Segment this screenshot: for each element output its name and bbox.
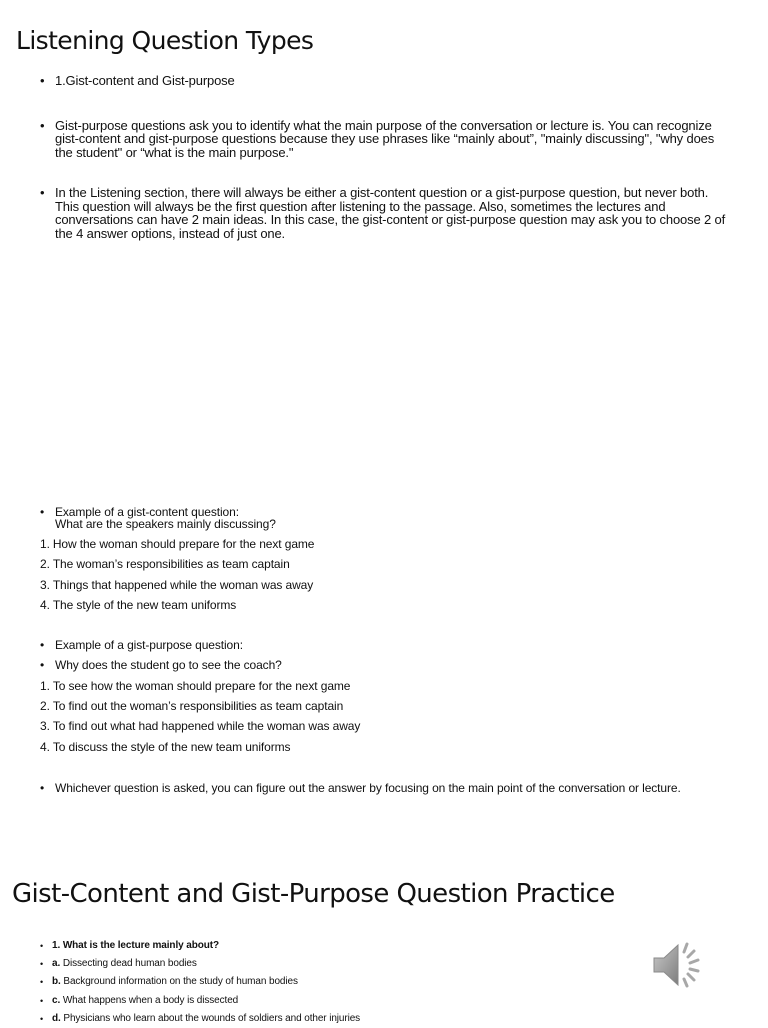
- practice-question: [40, 937, 640, 955]
- option-text: The style of the new team uniforms: [52, 597, 237, 612]
- bullet-marker: •: [40, 505, 45, 519]
- bullet-item: [40, 119, 730, 160]
- option-letter: c.: [52, 994, 61, 1006]
- bullet-marker: •: [40, 658, 45, 673]
- example2-question: Why does the student go to see the coach?: [55, 658, 282, 673]
- bullet-item: [40, 782, 730, 794]
- examples-list: [40, 506, 730, 794]
- numbered-option: [40, 737, 730, 757]
- option-text: The woman’s responsibilities as team captain: [52, 557, 290, 572]
- option-text: To find out the woman’s responsibilities as team captain: [52, 699, 344, 714]
- bullet-text: 1.Gist-content and Gist-purpose: [55, 73, 235, 88]
- option-text: Background information on the study of human bodies: [63, 976, 298, 988]
- bullet-marker: •: [40, 959, 44, 970]
- answer-option: [40, 1010, 640, 1028]
- option-number: 3.: [40, 719, 50, 734]
- slide1-title: Listening Question Types: [16, 26, 314, 55]
- answer-option: [40, 955, 640, 973]
- bullet-marker: •: [40, 185, 45, 200]
- option-number: 4.: [40, 739, 50, 754]
- slide2-title: Gist-Content and Gist-Purpose Question Practice: [12, 879, 615, 909]
- option-number: 1.: [40, 678, 50, 693]
- bullet-marker: •: [40, 117, 45, 133]
- example1-heading: Example of a gist-content question:: [55, 505, 239, 519]
- numbered-option: [40, 554, 730, 574]
- option-number: 4.: [40, 597, 50, 612]
- option-text: How the woman should prepare for the next game: [52, 537, 315, 551]
- numbered-option: [40, 676, 730, 696]
- bullet-marker: •: [40, 638, 45, 653]
- bullet-marker: •: [40, 780, 45, 795]
- option-number: 2.: [40, 557, 50, 572]
- answer-option: [40, 992, 640, 1010]
- bullet-text: Gist-purpose questions ask you to identify what the main purpose of the conversation or lecture is. You can recognize gist-content and gist-purpose questions because they use phrases like “mainly about”, "mainly discussing", "why does the student" or “what is the main purpose.": [55, 117, 715, 160]
- bullet-text: In the Listening section, there will always be either a gist-content question or a gist-purpose question, but never both. This question will always be the first question after listening to the passage. Also, sometimes the lectures and conversations can have 2 main ideas. In this case, the gist-content or gist-purpose question may ask you to choose 2 of the 4 answer options, instead of just one.: [55, 185, 726, 241]
- practice-question-list: [40, 937, 640, 1028]
- bullet-marker: •: [40, 1013, 44, 1024]
- numbered-option: [40, 716, 730, 736]
- option-letter: d.: [52, 1012, 61, 1024]
- option-number: 1.: [40, 537, 50, 551]
- option-number: 2.: [40, 699, 50, 714]
- option-number: 3.: [40, 577, 50, 592]
- example1-question: What are the speakers mainly discussing?: [55, 517, 276, 531]
- option-text: What happens when a body is dissected: [62, 994, 239, 1006]
- bullet-marker: •: [40, 977, 44, 988]
- numbered-option: [40, 595, 730, 615]
- closing-text: Whichever question is asked, you can figure out the answer by focusing on the main point of the conversation or lecture.: [55, 780, 681, 795]
- bullet-marker: •: [40, 73, 45, 88]
- intro-bullet-list: [40, 74, 730, 240]
- option-text: To find out what had happened while the woman was away: [52, 719, 361, 734]
- bullet-item: [40, 74, 730, 88]
- option-letter: a.: [52, 958, 61, 970]
- speaker-icon[interactable]: [648, 938, 704, 992]
- option-letter: b.: [52, 976, 61, 988]
- option-text: To discuss the style of the new team uniforms: [52, 739, 291, 754]
- numbered-option: [40, 575, 730, 595]
- option-text: Physicians who learn about the wounds of soldiers and other injuries: [63, 1012, 361, 1024]
- example2-heading: Example of a gist-purpose question:: [55, 638, 243, 653]
- numbered-option: [40, 696, 730, 716]
- bullet-marker: •: [40, 995, 44, 1006]
- bullet-item: [40, 186, 730, 240]
- option-text: To see how the woman should prepare for the next game: [52, 678, 351, 693]
- bullet-marker: •: [40, 941, 44, 951]
- bullet-item: [40, 655, 730, 675]
- example-heading-item: [40, 506, 730, 530]
- answer-option: [40, 973, 640, 991]
- option-text: Things that happened while the woman was away: [52, 577, 314, 592]
- option-text: Dissecting dead human bodies: [62, 958, 197, 970]
- question-text: 1. What is the lecture mainly about?: [52, 940, 219, 951]
- bullet-item: [40, 635, 730, 655]
- numbered-option: [40, 534, 730, 554]
